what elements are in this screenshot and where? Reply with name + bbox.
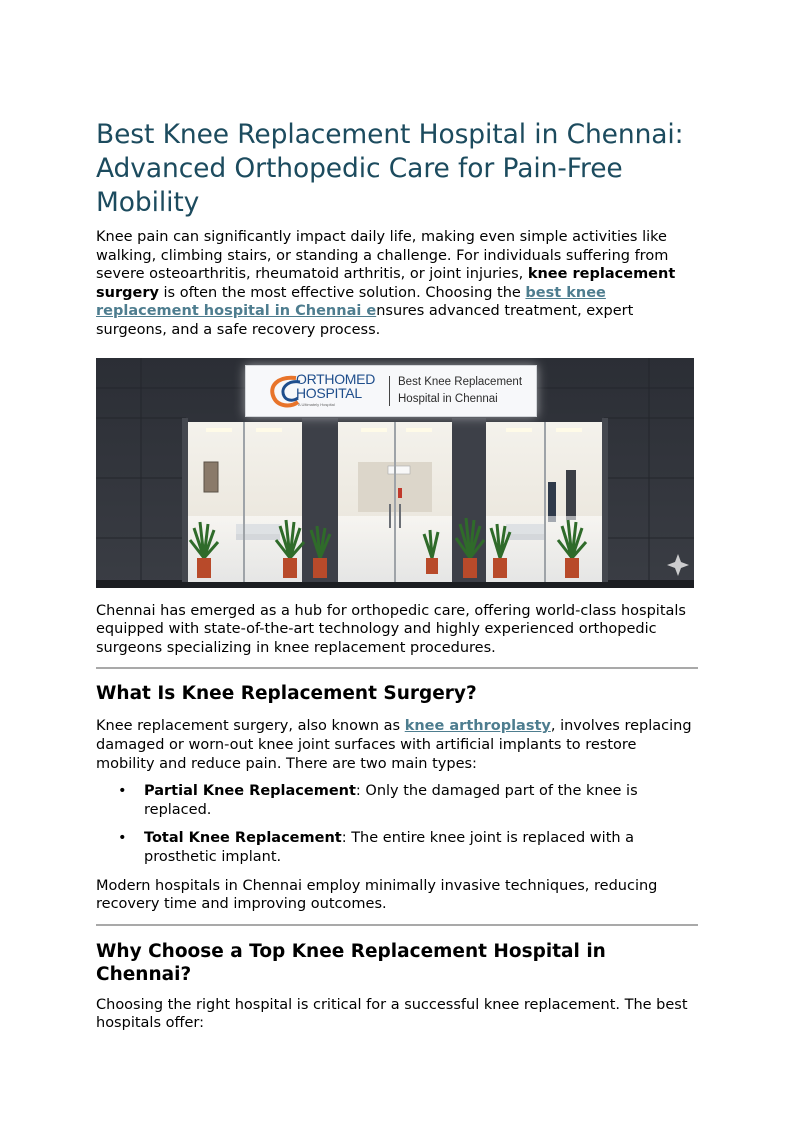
sign-text-line-1: Best Knee Replacement — [398, 375, 523, 388]
sign-divider — [389, 376, 390, 406]
list-item — [96, 782, 698, 819]
replacement-types-list — [96, 782, 698, 866]
intro-paragraph — [96, 228, 698, 340]
page-title: Best Knee Replacement Hospital in Chennai: Advanced Orthopedic Care for Pain-Free Mobility — [96, 119, 684, 218]
hospital-storefront-image — [96, 358, 694, 588]
sign-text-line-2: Hospital in Chennai — [398, 392, 498, 405]
modern-hospitals-paragraph: Modern hospitals in Chennai employ minimally invasive techniques, reducing recovery time and improving outcomes. — [96, 877, 658, 913]
bullet: • — [118, 830, 127, 847]
orthomed-logo — [266, 372, 378, 412]
intro-text-2: is often the most effective solution. Choosing the — [158, 284, 526, 301]
best-hospital-link[interactable]: best knee replacement hospital in Chennai e — [96, 284, 606, 320]
list-item-text: : The entire knee joint is replaced with a prosthetic implant. — [144, 830, 635, 865]
logo-line-1: ORTHOMED — [296, 370, 376, 387]
section-divider — [96, 924, 698, 926]
section-heading-why-choose: Why Choose a Top Knee Replacement Hospital in Chennai? — [96, 940, 606, 985]
bullet: • — [118, 783, 127, 800]
intro-bold: knee replacement surgery — [96, 266, 676, 301]
section-divider — [96, 667, 698, 669]
list-item-label: Total Knee Replacement — [144, 830, 342, 847]
document-page — [96, 118, 698, 1033]
intro-text-3: nsures advanced treatment, expert surgeons, and a safe recovery process. — [96, 303, 634, 338]
intro-text-1: Knee pain can significantly impact daily life, making even simple activities like walking, climbing stairs, or standing a challenge. For individuals suffering from severe osteoarthritis, rheumatoid arthritis, or joint injuries, — [96, 229, 669, 283]
logo-line-2: HOSPITAL — [296, 384, 362, 401]
knee-arthroplasty-link[interactable]: knee arthroplasty — [404, 718, 551, 735]
why-choose-paragraph: Choosing the right hospital is critical for a successful knee replacement. The best hospitals offer: — [96, 996, 688, 1032]
hospital-sign — [245, 365, 537, 417]
knee-replacement-definition — [96, 717, 698, 773]
section-heading-what-is: What Is Knee Replacement Surgery? — [96, 683, 477, 705]
list-item-label: Partial Knee Replacement — [144, 783, 356, 800]
definition-text-1: Knee replacement surgery, also known as — [96, 718, 405, 735]
list-item-text: : Only the damaged part of the knee is replaced. — [144, 783, 638, 818]
definition-text-2: , involves replacing damaged or worn-out knee joint surfaces with artificial implants to restore mobility and reduce pain. There are two main types: — [96, 718, 692, 772]
logo-tagline: A Ultimately Hospital — [298, 401, 335, 407]
chennai-hub-paragraph: Chennai has emerged as a hub for orthopedic care, offering world-class hospitals equipped with state-of-the-art technology and highly experienced orthopedic surgeons specializing in knee replacement procedures. — [96, 602, 686, 656]
list-item — [96, 829, 698, 866]
